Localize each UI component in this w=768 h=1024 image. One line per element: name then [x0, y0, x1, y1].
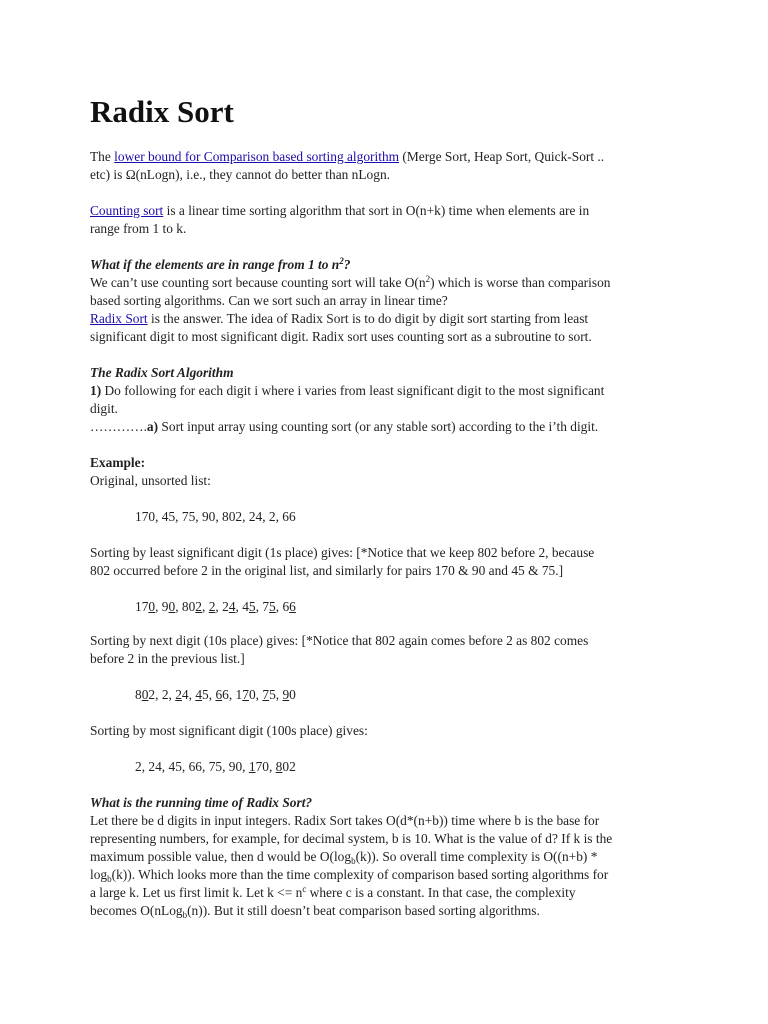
- list-number: [215, 687, 228, 702]
- pass1-text-1: Sorting by least significant digit (1s place) gives: [*Notice that we keep 802 before 2, because: [90, 545, 595, 560]
- number-part: 4: [242, 599, 249, 614]
- list-number: [276, 759, 296, 774]
- running-time-line-4: [90, 866, 608, 884]
- running-time-text: where c is a constant. In that case, the complexity: [306, 885, 576, 900]
- list-separator: ,: [275, 599, 283, 614]
- running-time-text: becomes O(nLog: [90, 903, 183, 918]
- list-separator: ,: [155, 687, 162, 702]
- list-number: [282, 687, 295, 702]
- step-text: Do following for each digit i where i varies from least significant digit to the most significant: [101, 383, 605, 398]
- range-answer-line-4: significant digit to most significant digit. Radix sort uses counting sort as a subroutine to sort.: [90, 329, 592, 344]
- list-separator: ,: [161, 759, 169, 774]
- running-time-line-2: representing numbers, for example, for decimal system, b is 10. What is the value of d? If k is the: [90, 831, 613, 846]
- number-part: 2: [148, 687, 156, 702]
- list-number: [195, 687, 208, 702]
- range-answer-line-3: [90, 310, 588, 328]
- pass2-text-1: Sorting by next digit (10s place) gives: [*Notice that 802 again comes before 2 as 802 comes: [90, 633, 589, 648]
- list-number: [148, 759, 161, 774]
- list-separator: ,: [201, 759, 209, 774]
- step-number: 1): [90, 383, 102, 398]
- list-separator: ,: [275, 687, 283, 702]
- intro-text: The: [90, 149, 115, 164]
- underlined-digit: 0: [148, 599, 156, 614]
- list-number: [249, 759, 269, 774]
- list-separator: ,: [208, 687, 216, 702]
- number-part: 17: [135, 599, 149, 614]
- underlined-digit: 0: [168, 599, 176, 614]
- example-heading: Example:: [90, 455, 146, 470]
- running-time-line-5: [90, 884, 576, 902]
- list-separator: ,: [141, 759, 149, 774]
- number-part: 4: [181, 687, 189, 702]
- number-part: 45: [168, 759, 182, 774]
- running-time-heading: What is the running time of Radix Sort?: [90, 795, 313, 810]
- underlined-digit: 5: [269, 599, 276, 614]
- range-question-heading: [90, 256, 350, 274]
- lower-bound-link[interactable]: lower bound for Comparison based sorting algorithm: [114, 149, 400, 164]
- list-number: [229, 759, 242, 774]
- list-separator: ,: [222, 759, 229, 774]
- underlined-digit: 4: [228, 599, 236, 614]
- list-separator: ,: [155, 599, 162, 614]
- algorithm-step-1: [90, 382, 604, 400]
- list-number: [262, 687, 275, 702]
- number-part: 75: [208, 759, 223, 774]
- list-number: [236, 687, 256, 702]
- running-time-text: a large k. Let us first limit k. Let k <= n: [90, 885, 303, 900]
- list-number: [175, 687, 188, 702]
- running-time-text: maximum possible value, then d would be O(log: [90, 849, 352, 864]
- list-number: [282, 599, 295, 614]
- superscript: c: [302, 884, 307, 894]
- number-part: 02: [282, 759, 296, 774]
- pass1-text-2: 802 occurred before 2 in the original list, and similarly for pairs 170 & 90 and 45 & 75.]: [90, 563, 564, 578]
- running-time-line-6: [90, 902, 540, 920]
- list-number: [135, 599, 155, 614]
- superscript: 2: [425, 274, 431, 284]
- number-part: 24: [148, 759, 162, 774]
- list-separator: ,: [242, 759, 249, 774]
- underlined-digit: 6: [215, 687, 223, 702]
- number-part: 8: [135, 687, 142, 702]
- pass3-list: [135, 758, 296, 776]
- algorithm-heading: The Radix Sort Algorithm: [90, 365, 234, 380]
- number-part: 66: [188, 759, 202, 774]
- number-part: 5: [202, 687, 209, 702]
- running-time-text: (n)). But it still doesn’t beat comparison based sorting algorithms.: [187, 903, 540, 918]
- list-number: [162, 599, 175, 614]
- subscript: b: [182, 910, 188, 920]
- number-part: 90: [228, 759, 243, 774]
- number-part: 6: [222, 687, 229, 702]
- original-label: Original, unsorted list:: [90, 473, 211, 488]
- number-part: 6: [282, 599, 290, 614]
- number-part: 9: [161, 599, 169, 614]
- heading-text: What if the elements are in range from 1 to n: [90, 257, 340, 272]
- list-separator: ,: [255, 599, 263, 614]
- underlined-digit: 4: [195, 687, 203, 702]
- list-separator: ,: [215, 599, 223, 614]
- underlined-digit: 0: [141, 687, 149, 702]
- running-time-line-3: [90, 848, 597, 866]
- underlined-digit: 9: [282, 687, 290, 702]
- original-list: 170, 45, 75, 90, 802, 24, 2, 66: [135, 509, 296, 524]
- running-time-text: (k)). Which looks more than the time complexity of comparison based sorting algorithms for: [111, 867, 609, 882]
- radix-sort-link[interactable]: Radix Sort: [90, 311, 148, 326]
- step-label: a): [146, 419, 159, 434]
- pass2-text-2: before 2 in the previous list.]: [90, 651, 245, 666]
- list-separator: ,: [188, 687, 196, 702]
- list-number: [222, 599, 235, 614]
- pass3-text: Sorting by most significant digit (100s place) gives:: [90, 723, 368, 738]
- counting-sort-line-2: range from 1 to k.: [90, 221, 187, 236]
- number-part: 0: [289, 687, 296, 702]
- number-part: 7: [262, 599, 270, 614]
- list-separator: ,: [202, 599, 209, 614]
- counting-sort-link[interactable]: Counting sort: [90, 203, 164, 218]
- list-separator: ,: [268, 759, 276, 774]
- underlined-digit: 7: [242, 687, 249, 702]
- answer-text: We can’t use counting sort because counting sort will take O(n: [90, 275, 426, 290]
- list-separator: ,: [235, 599, 243, 614]
- range-answer-line-1: [90, 274, 610, 292]
- list-number: [135, 687, 155, 702]
- pass2-list: [135, 686, 296, 704]
- list-number: [182, 599, 202, 614]
- number-part: 5: [269, 687, 276, 702]
- number-part: 2: [161, 687, 169, 702]
- intro-line-1: [90, 148, 604, 166]
- heading-text: ?: [343, 257, 351, 272]
- list-number: [169, 759, 182, 774]
- intro-text: (Merge Sort, Heap Sort, Quick-Sort ..: [399, 149, 605, 164]
- subscript: b: [107, 874, 112, 884]
- list-separator: ,: [228, 687, 236, 702]
- page-title: Radix Sort: [90, 94, 234, 129]
- number-part: 80: [181, 599, 196, 614]
- counting-sort-text: is a linear time sorting algorithm that sort in O(n+k) time when elements are in: [163, 203, 590, 218]
- pass1-list: [135, 598, 296, 616]
- underlined-digit: 6: [289, 599, 296, 614]
- underlined-digit: 5: [248, 599, 256, 614]
- number-part: 70: [255, 759, 269, 774]
- subscript: b: [351, 856, 356, 866]
- algorithm-step-1-cont: digit.: [90, 401, 118, 416]
- algorithm-step-1a: [90, 418, 598, 436]
- answer-text: is the answer. The idea of Radix Sort is to do digit by digit sort starting from least: [147, 311, 589, 326]
- superscript: 2: [339, 256, 344, 266]
- underlined-digit: 1: [248, 759, 256, 774]
- list-separator: ,: [181, 759, 189, 774]
- number-part: 2: [135, 759, 142, 774]
- intro-line-2: etc) is Ω(nLogn), i.e., they cannot do better than nLogn.: [90, 167, 390, 182]
- counting-sort-line-1: [90, 202, 589, 220]
- underlined-digit: 2: [208, 599, 216, 614]
- underlined-digit: 8: [275, 759, 283, 774]
- running-time-text: (k)). So overall time complexity is O((n+b) *: [355, 849, 598, 864]
- running-time-text: log: [90, 867, 108, 882]
- answer-text: ) which is worse than comparison: [430, 275, 611, 290]
- range-answer-line-2: based sorting algorithms. Can we sort such an array in linear time?: [90, 293, 448, 308]
- list-separator: ,: [168, 687, 176, 702]
- step-dots: ………….: [90, 419, 147, 434]
- list-number: [135, 759, 142, 774]
- list-separator: ,: [255, 687, 263, 702]
- underlined-digit: 7: [262, 687, 270, 702]
- list-number: [189, 759, 202, 774]
- list-number: [162, 687, 169, 702]
- list-number: [242, 599, 255, 614]
- list-number: [262, 599, 275, 614]
- list-separator: ,: [175, 599, 182, 614]
- list-number: [209, 759, 222, 774]
- number-part: 1: [235, 687, 243, 702]
- running-time-line-1: Let there be d digits in input integers. Radix Sort takes O(d*(n+b)) time where b is the base for: [90, 813, 600, 828]
- step-text: Sort input array using counting sort (or any stable sort) according to the i’th digit.: [158, 419, 599, 434]
- underlined-digit: 2: [175, 687, 182, 702]
- number-part: 0: [248, 687, 256, 702]
- underlined-digit: 2: [195, 599, 202, 614]
- number-part: 2: [222, 599, 229, 614]
